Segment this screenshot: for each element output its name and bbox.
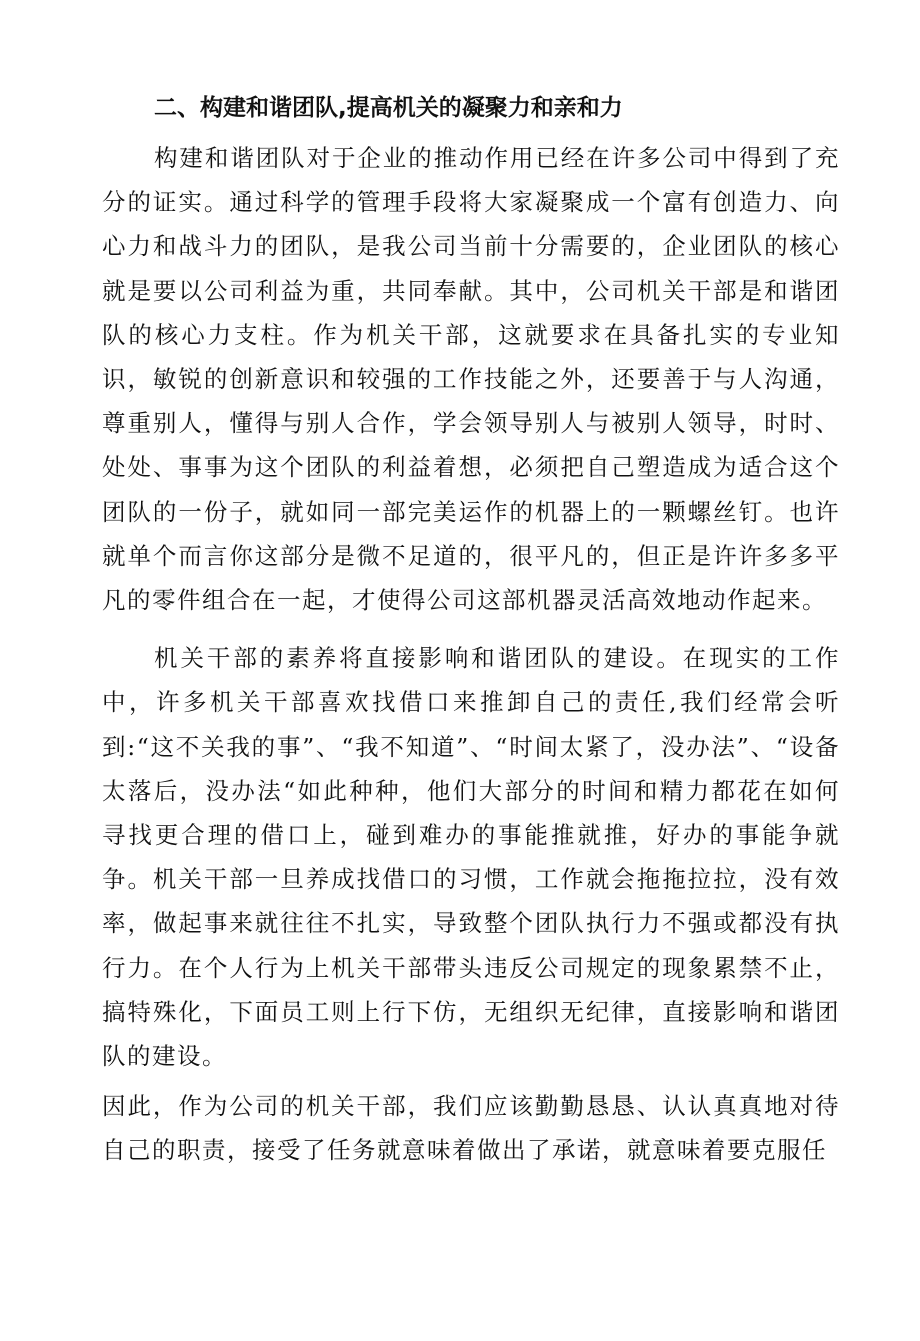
- document-page: [102, 86, 840, 1173]
- paragraph-cadre-quality: 机关干部的素养将直接影响和谐团队的建设。在现实的工作中，许多机关干部喜欢找借口来推卸自己的责任,我们经常会听到:“这不关我的事”、“我不知道”、“时间太紧了，没办法”、“设备太落后，没办法“如此种种，他们大部分的时间和精力都花在如何寻找更合理的借口上，碰到难办的事能推就推，好办的事能争就争。机关干部一旦养成找借口的习惯，工作就会拖拖拉拉，没有效率，做起事来就往往不扎实，导致整个团队执行力不强或都没有执行力。在个人行为上机关干部带头违反公司规定的现象累禁不止，搞特殊化，下面员工则上行下仿，无组织无纪律，直接影响和谐团队的建设。: [102, 644, 840, 1071]
- paragraph-conclusion: 因此，作为公司的机关干部，我们应该勤勤恳恳、认认真真地对待自己的职责，接受了任务就意味着做出了承诺，就意味着要克服任: [102, 1092, 840, 1165]
- paragraph-team-building: 构建和谐团队对于企业的推动作用已经在许多公司中得到了充分的证实。通过科学的管理手段将大家凝聚成一个富有创造力、向心力和战斗力的团队，是我公司当前十分需要的，企业团队的核心就是要以公司利益为重，共同奉献。其中，公司机关干部是和谐团队的核心力支柱。作为机关干部，这就要求在具备扎实的专业知识，敏锐的创新意识和较强的工作技能之外，还要善于与人沟通，尊重别人，懂得与别人合作，学会领导别人与被别人领导，时时、处处、事事为这个团队的利益着想，必须把自己塑造成为适合这个团队的一份子，就如同一部完美运作的机器上的一颗螺丝钉。也许就单个而言你这部分是微不足道的，很平凡的，但正是许许多多平凡的零件组合在一起，才使得公司这部机器灵活高效地动作起来。: [102, 144, 840, 615]
- section-heading: 二、构建和谐团队,提高机关的凝聚力和亲和力: [154, 95, 623, 121]
